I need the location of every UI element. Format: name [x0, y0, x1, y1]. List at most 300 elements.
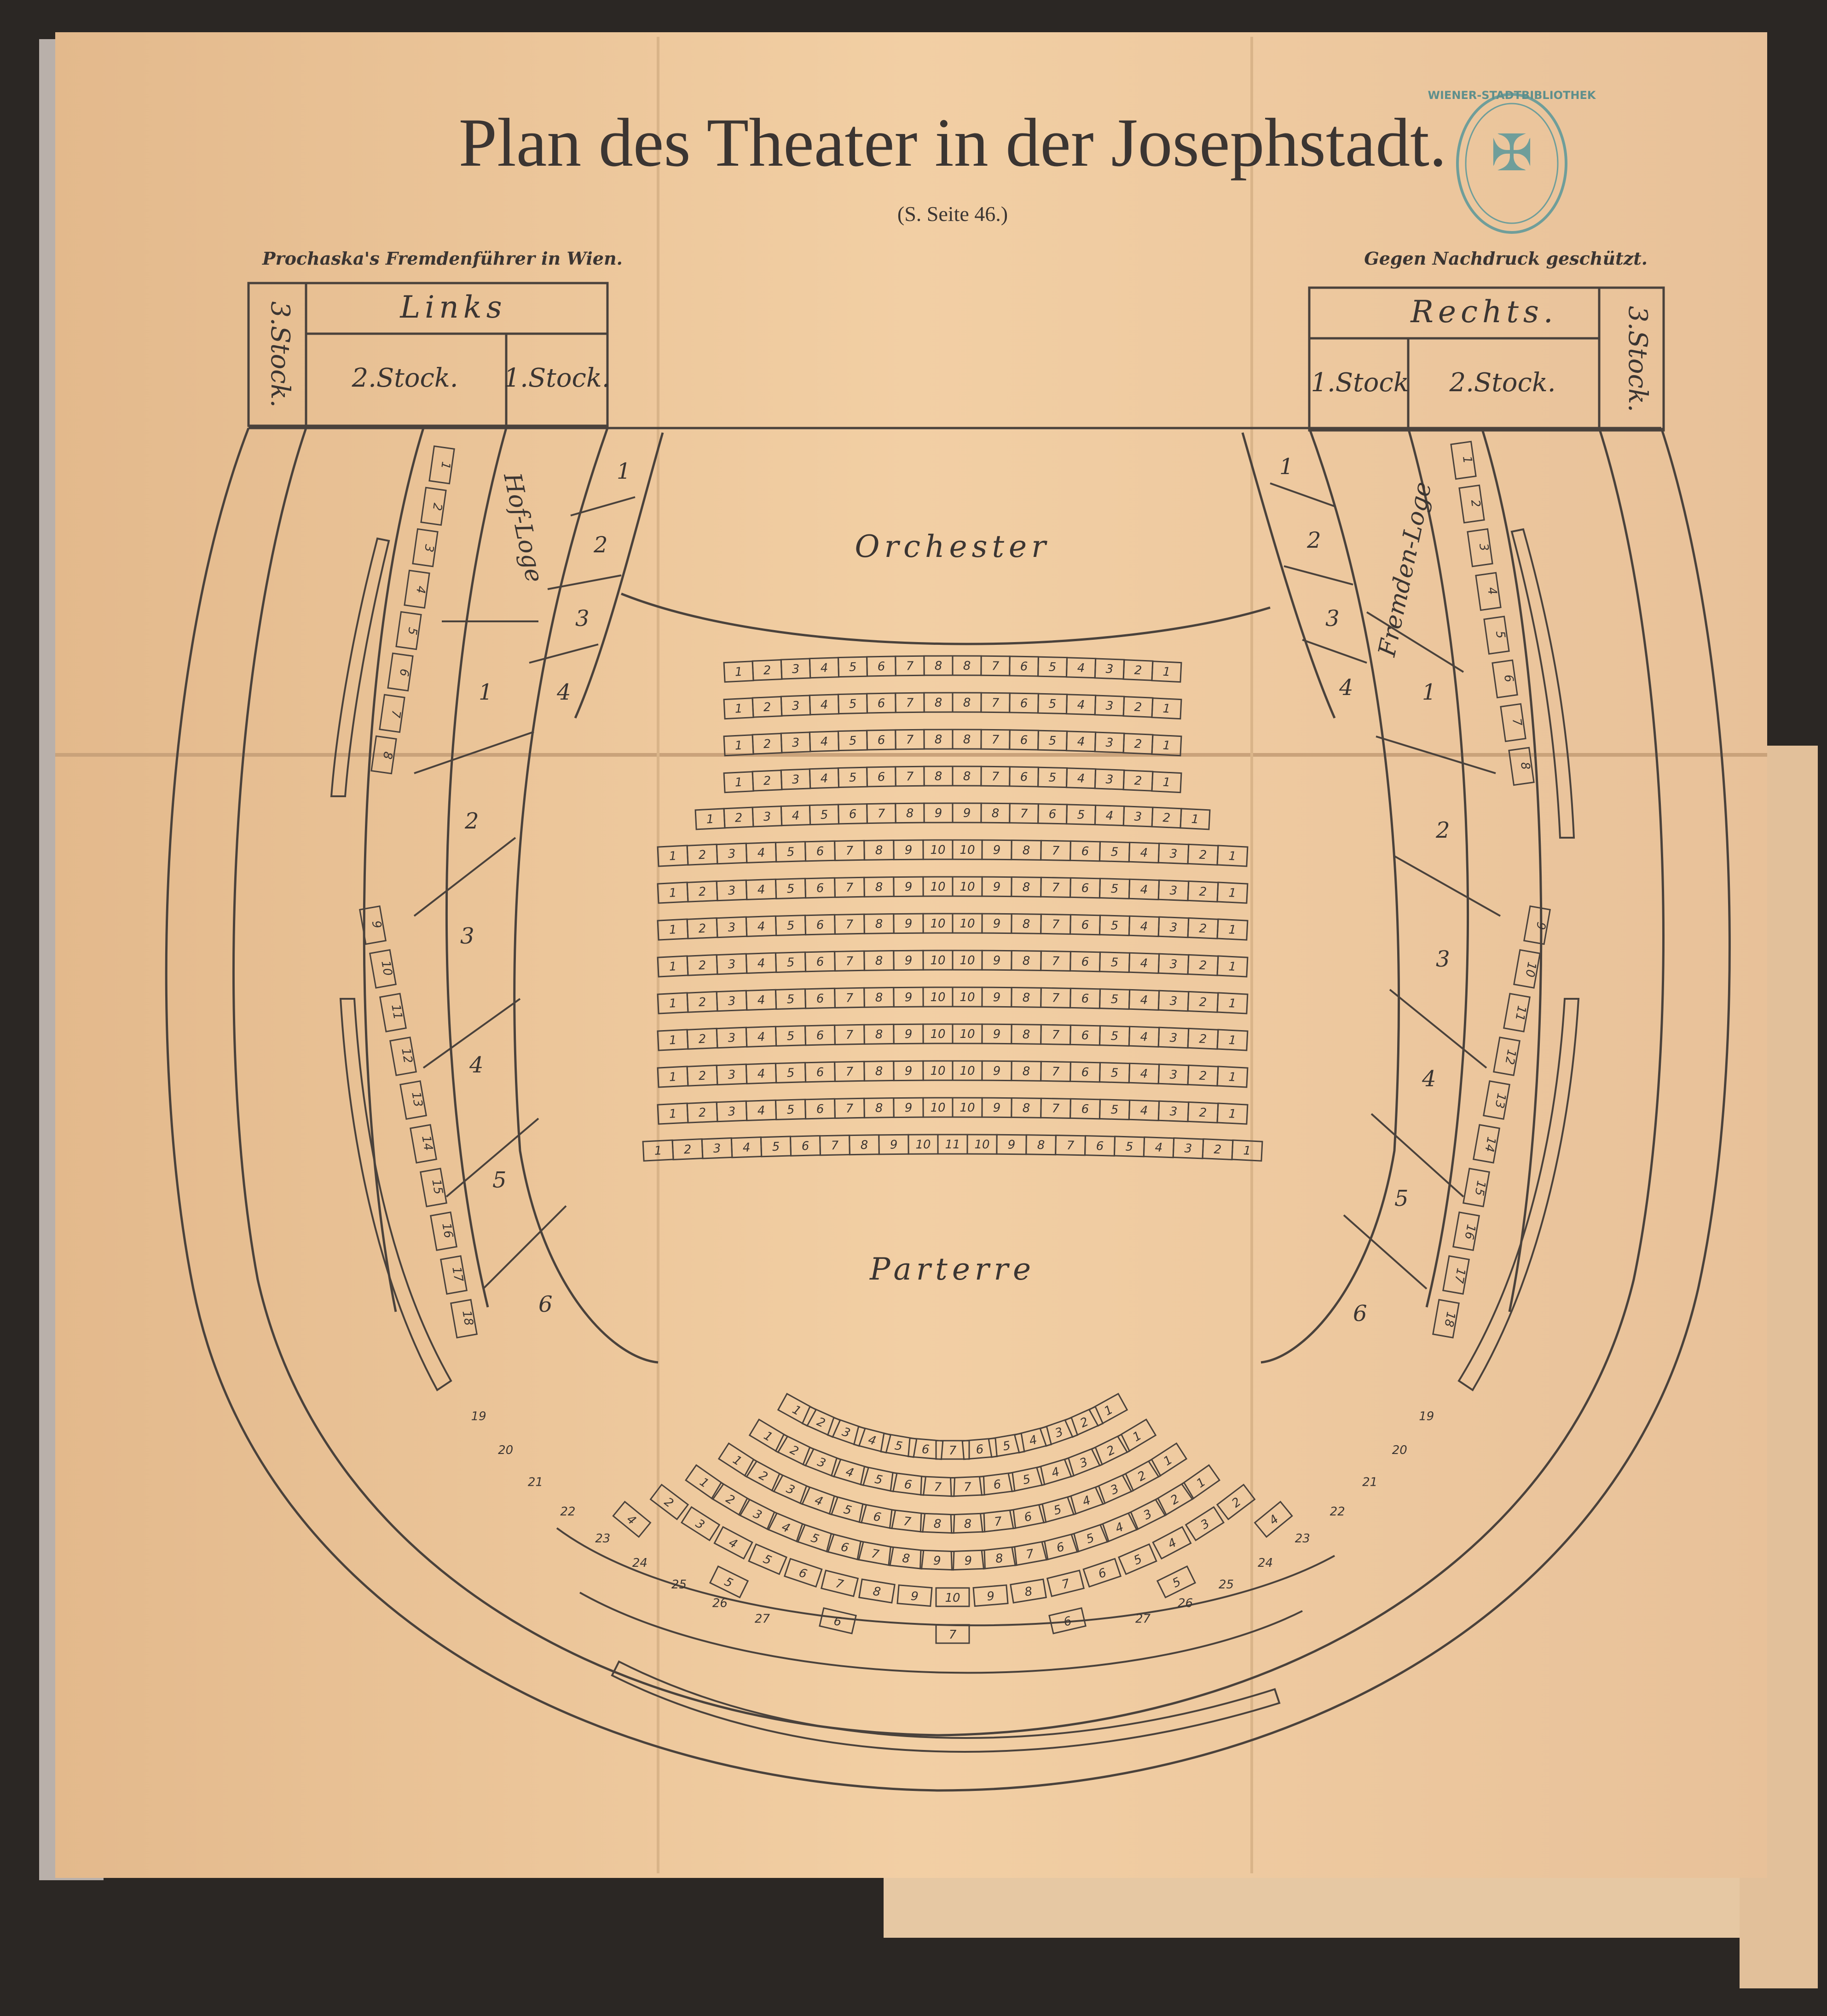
seat-number: 2: [734, 811, 743, 825]
parterre-outer-left: 21: [527, 1475, 543, 1489]
seat-number: 1: [1243, 1144, 1251, 1158]
seat-number: 4: [1140, 956, 1148, 971]
seat-number: 7: [845, 1028, 854, 1042]
seat-number: 10: [960, 1027, 975, 1042]
seat-number: 9: [890, 1138, 898, 1152]
seat-number: 9: [933, 1554, 941, 1568]
seat-number: 5: [786, 882, 795, 896]
eagle-icon: ✠: [1490, 123, 1533, 182]
seat-number: 11: [388, 1003, 405, 1021]
seat-number: 17: [1451, 1267, 1468, 1285]
seat-number: 2: [1213, 1142, 1222, 1157]
left-box-5: 5: [492, 1167, 507, 1193]
seat-number: 7: [906, 696, 914, 710]
seat-number: 15: [1472, 1179, 1488, 1197]
seat-number: 2: [683, 1142, 692, 1157]
seat-number: 3: [751, 1507, 764, 1523]
seat-number: 4: [757, 1030, 765, 1044]
seat-number: 2: [787, 1443, 801, 1459]
seat-number: 1: [669, 886, 677, 900]
seat-number: 6: [816, 1065, 824, 1080]
left-stock2: 2.Stock.: [352, 363, 458, 393]
seat-number: 5: [405, 626, 420, 636]
seat-number: 9: [904, 880, 913, 894]
seat-number: 3: [421, 543, 436, 553]
seat-number: 3: [713, 1141, 721, 1156]
seat-number: 6: [839, 1540, 850, 1555]
seat-number: 1: [1228, 849, 1237, 863]
seat-number: 4: [757, 846, 765, 860]
seat-number: 6: [832, 1614, 843, 1629]
seat-number: 9: [993, 1101, 1001, 1115]
seat-number: 9: [993, 991, 1001, 1005]
right-stock1: 1.Stock: [1311, 368, 1409, 398]
plan-subtitle: (S. Seite 46.): [897, 202, 1008, 226]
seat-number: 7: [991, 770, 1000, 784]
seat-number: 7: [1066, 1139, 1075, 1153]
seat-number: 1: [669, 849, 677, 863]
seat-number: 10: [930, 1101, 946, 1115]
seat-number: 2: [698, 958, 707, 973]
seat-number: 5: [1110, 1066, 1119, 1080]
parterre-outer-left: 24: [632, 1556, 648, 1570]
parterre-outer-right: 19: [1419, 1409, 1434, 1424]
seat-number: 1: [1102, 1402, 1116, 1419]
seat-number: 6: [816, 918, 824, 933]
seat-number: 3: [1108, 1482, 1121, 1498]
seat-number: 3: [1077, 1455, 1090, 1471]
publisher-note: Prochaska's Fremdenführer in Wien.: [262, 248, 623, 269]
seat-number: 6: [1023, 1509, 1033, 1525]
seat-number: 6: [975, 1442, 984, 1457]
seat-number: 6: [992, 1477, 1002, 1492]
seat-number: 1: [1162, 738, 1171, 753]
seat-number: 4: [867, 1433, 878, 1448]
seat-number: 1: [734, 738, 743, 753]
seat-number: 7: [906, 770, 914, 784]
seat-number: 4: [413, 585, 428, 595]
seat-number: 8: [963, 696, 971, 710]
seat-number: 7: [870, 1547, 880, 1562]
seat-number: 1: [790, 1402, 804, 1419]
seat-number: 6: [1081, 955, 1089, 969]
seat-number: 6: [816, 881, 824, 896]
seat-number: 7: [906, 659, 914, 673]
seat-number: 4: [757, 1067, 765, 1081]
seat-number: 8: [875, 1027, 883, 1042]
seat-number: 10: [974, 1138, 990, 1152]
seat-number: 2: [1135, 1468, 1149, 1484]
seat-number: 3: [728, 884, 736, 898]
plan-title: Plan des Theater in der Josephstadt.: [458, 104, 1447, 181]
seat-number: 5: [1110, 1029, 1119, 1043]
seat-number: 7: [1052, 1065, 1060, 1079]
seat-number: 1: [1228, 960, 1237, 974]
seat-number: 6: [1020, 660, 1028, 674]
seat-number: 6: [903, 1477, 913, 1492]
seat-number: 12: [1502, 1048, 1519, 1066]
parterre-outer-left: 27: [754, 1612, 770, 1626]
seat-number: 7: [877, 807, 885, 821]
seat-number: 2: [1198, 1106, 1207, 1120]
seat-number: 4: [1113, 1520, 1126, 1536]
seat-number: 5: [1125, 1140, 1133, 1154]
seat-number: 4: [1140, 883, 1148, 897]
seat-number: 10: [960, 990, 975, 1005]
seat-number: 6: [797, 1565, 809, 1582]
seat-number: 5: [786, 1103, 795, 1117]
right-stock3: 3.Stock.: [1623, 306, 1653, 412]
seat-number: 5: [893, 1438, 904, 1454]
seat-number: 5: [786, 992, 795, 1007]
seat-number: 10: [960, 953, 975, 968]
seat-number: 4: [820, 771, 828, 786]
side-right-name: Rechts.: [1411, 294, 1558, 330]
seat-number: 4: [1140, 920, 1148, 934]
seat-number: 6: [1096, 1139, 1104, 1153]
seat-number: 1: [669, 1107, 677, 1121]
seat-number: 2: [1229, 1495, 1244, 1511]
seat-number: 10: [378, 959, 395, 977]
seat-number: 2: [1134, 663, 1142, 678]
seat-number: 10: [1522, 961, 1539, 979]
parterre-outer-right: 21: [1362, 1475, 1378, 1489]
seat-number: 7: [1052, 991, 1060, 1005]
seat-number: 6: [816, 844, 824, 859]
right-small-box-2: 2: [1307, 527, 1321, 553]
seat-number: 4: [1105, 809, 1114, 823]
seat-number: 1: [1194, 1475, 1208, 1491]
seat-number: 4: [757, 1104, 765, 1118]
seat-number: 10: [960, 843, 975, 857]
seat-number: 3: [1198, 1516, 1212, 1533]
seat-number: 4: [1140, 993, 1148, 1008]
seat-number: 5: [1001, 1438, 1012, 1454]
seat-number: 4: [813, 1493, 825, 1509]
seat-number: 3: [1169, 957, 1178, 972]
seat-number: 10: [930, 990, 946, 1005]
seat-number: 5: [820, 808, 828, 822]
seat-number: 5: [1048, 770, 1057, 785]
seat-number: 2: [1198, 958, 1207, 973]
seat-number: 5: [1110, 845, 1119, 859]
seat-number: 3: [693, 1516, 707, 1533]
seat-number: 16: [1462, 1223, 1478, 1241]
seat-number: 4: [757, 993, 765, 1008]
seat-number: 8: [875, 880, 883, 895]
seat-number: 2: [698, 921, 707, 936]
seat-number: 6: [1081, 881, 1089, 896]
seat-number: 4: [1166, 1535, 1179, 1552]
seat-number: 6: [1081, 991, 1089, 1006]
seat-number: 6: [1081, 844, 1089, 859]
seat-number: 3: [784, 1482, 797, 1498]
seat-number: 5: [786, 1029, 795, 1043]
seat-number: 10: [930, 1027, 946, 1042]
seat-number: 6: [816, 1028, 824, 1043]
seat-number: 9: [934, 806, 942, 821]
seat-number: 8: [933, 1517, 942, 1531]
seat-number: 7: [948, 1628, 957, 1642]
seat-number: 4: [820, 661, 828, 675]
seat-number: 4: [1077, 771, 1085, 786]
seat-number: 17: [449, 1265, 466, 1283]
seat-number: 2: [1198, 1032, 1207, 1047]
seat-number: 6: [1081, 1065, 1089, 1080]
right-box-5: 5: [1394, 1186, 1409, 1211]
seat-number: 7: [1052, 917, 1060, 932]
parterre-outer-right: 23: [1295, 1532, 1310, 1546]
seat-number: 4: [1077, 735, 1085, 749]
seat-number: 1: [1228, 923, 1237, 937]
seat-number: 6: [1020, 770, 1028, 784]
seat-number: 3: [1169, 994, 1178, 1008]
seat-number: 2: [723, 1492, 737, 1508]
seat-number: 2: [763, 774, 771, 788]
seat-number: 5: [809, 1531, 821, 1547]
seat-number: 4: [1028, 1433, 1039, 1448]
seat-number: 10: [930, 953, 946, 968]
hof-loge-label: Hof-Loge: [498, 470, 549, 585]
seat-number: 8: [991, 806, 1000, 821]
seat-number: 13: [409, 1090, 425, 1108]
seat-number: 3: [792, 772, 800, 787]
seat-number: 5: [786, 845, 795, 859]
seat-number: 9: [369, 919, 384, 930]
seat-number: 2: [815, 1414, 827, 1431]
seat-number: 7: [1052, 954, 1060, 968]
left-small-box-3: 3: [575, 606, 590, 631]
seat-number: 2: [1198, 848, 1207, 863]
seat-number: 13: [1492, 1092, 1509, 1110]
seat-number: 11: [1512, 1004, 1529, 1022]
seat-number: 4: [1081, 1493, 1093, 1509]
right-small-box-3: 3: [1325, 606, 1340, 631]
seat-number: 5: [1048, 660, 1057, 675]
seat-number: 5: [1110, 992, 1119, 1007]
seat-number: 8: [1022, 991, 1030, 1005]
seat-number: 1: [654, 1144, 663, 1158]
seat-number: 5: [1110, 1103, 1119, 1117]
seat-number: 3: [1169, 1105, 1178, 1119]
seat-number: 7: [993, 1514, 1003, 1529]
seat-number: 8: [875, 1064, 883, 1079]
seat-number: 1: [706, 812, 715, 827]
seat-number: 6: [1020, 696, 1028, 711]
seat-number: 6: [877, 733, 885, 747]
seat-number: 6: [921, 1442, 930, 1457]
seat-number: 8: [875, 954, 883, 968]
parterre-outer-right: 20: [1392, 1443, 1407, 1458]
seat-number: 2: [661, 1495, 676, 1511]
left-stock1: 1.Stock.: [503, 363, 610, 393]
seat-number: 6: [1501, 673, 1516, 684]
seat-number: 2: [1168, 1492, 1182, 1508]
seat-number: 10: [930, 916, 946, 931]
seat-number: 7: [1509, 717, 1524, 727]
parterre-outer-right: 25: [1218, 1578, 1234, 1592]
seat-number: 4: [820, 735, 828, 749]
seat-number: 5: [849, 770, 857, 785]
right-box-4: 4: [1422, 1066, 1436, 1092]
seat-number: 9: [993, 1027, 1001, 1042]
seat-number: 4: [1266, 1512, 1282, 1528]
seat-number: 10: [945, 1591, 960, 1605]
seat-number: 2: [1078, 1414, 1091, 1431]
seat-number: 1: [1228, 1107, 1237, 1121]
seat-number: 7: [388, 709, 403, 719]
seat-number: 6: [872, 1509, 883, 1525]
seat-number: 9: [1533, 921, 1549, 931]
seat-number: 10: [960, 1101, 975, 1115]
seat-number: 1: [1228, 886, 1237, 900]
copyright-note: Gegen Nachdruck geschützt.: [1364, 248, 1648, 269]
seat-number: 3: [792, 736, 800, 750]
seat-number: 4: [624, 1512, 639, 1528]
seat-number: 2: [1198, 1069, 1207, 1083]
seat-number: 1: [761, 1429, 775, 1445]
seat-number: 9: [986, 1589, 995, 1604]
seat-number: 8: [1023, 1584, 1034, 1599]
seat-number: 8: [875, 917, 883, 932]
seat-number: 1: [669, 996, 677, 1011]
seat-number: 4: [1140, 1030, 1148, 1044]
seat-number: 4: [757, 920, 765, 934]
seat-number: 7: [831, 1139, 839, 1153]
left-box-6: 6: [538, 1292, 553, 1317]
seat-number: 2: [1134, 700, 1142, 715]
seat-number: 18: [459, 1309, 476, 1327]
seat-number: 4: [820, 698, 828, 712]
seat-number: 2: [763, 737, 771, 752]
seat-number: 10: [960, 916, 975, 931]
seat-number: 1: [1130, 1429, 1144, 1445]
seat-number: 2: [1162, 811, 1171, 825]
seat-number: 3: [728, 1068, 736, 1082]
seat-number: 8: [875, 1101, 883, 1116]
seat-number: 6: [877, 770, 885, 784]
seat-number: 6: [1081, 1102, 1089, 1117]
seat-number: 5: [849, 660, 857, 675]
orchester-label: Orchester: [855, 529, 1051, 564]
seat-number: 8: [934, 696, 942, 710]
seat-number: 7: [991, 733, 1000, 747]
seat-number: 1: [669, 960, 677, 974]
seat-number: 5: [1132, 1552, 1145, 1568]
seat-number: 5: [772, 1140, 780, 1154]
seat-number: 7: [933, 1480, 942, 1495]
seat-number: 8: [1022, 880, 1030, 895]
seat-number: 7: [902, 1514, 912, 1529]
fremden-loge-label: Fremden-Loge: [1373, 479, 1437, 659]
seat-number: 9: [1007, 1138, 1016, 1152]
seat-number: 8: [963, 770, 971, 784]
seat-number: 5: [1110, 956, 1119, 970]
seat-number: 3: [1169, 884, 1178, 898]
left-small-box-1: 1: [617, 458, 631, 484]
seat-number: 6: [1062, 1614, 1073, 1629]
seat-number: 1: [669, 1070, 677, 1084]
seat-number: 7: [845, 991, 854, 1005]
parterre-outer-left: 25: [671, 1578, 687, 1592]
seat-number: 8: [1022, 917, 1030, 932]
right-box-3: 3: [1436, 946, 1450, 972]
seat-number: 6: [1081, 1028, 1089, 1043]
seat-number: 7: [948, 1444, 957, 1458]
seat-number: 4: [726, 1535, 740, 1552]
seat-number: 6: [816, 991, 824, 1006]
seat-number: 7: [834, 1576, 845, 1592]
seat-number: 7: [845, 844, 854, 858]
seat-number: 5: [1048, 734, 1057, 748]
seat-number: 4: [792, 809, 800, 823]
seat-number: 3: [840, 1425, 852, 1441]
seat-number: 2: [1198, 885, 1207, 899]
seat-number: 3: [792, 662, 800, 677]
seat-number: 3: [815, 1455, 828, 1471]
seat-number: 1: [1191, 812, 1199, 827]
seat-number: 9: [904, 843, 913, 857]
seat-number: 9: [993, 843, 1001, 857]
parterre-outer-left: 22: [560, 1505, 576, 1519]
seat-number: 6: [1020, 733, 1028, 747]
seat-number: 8: [934, 733, 942, 747]
left-box-4: 4: [469, 1052, 484, 1078]
seat-number: 3: [1105, 662, 1114, 677]
seat-number: 8: [964, 1517, 972, 1531]
seat-number: 3: [728, 1031, 736, 1045]
seat-number: 1: [1162, 701, 1171, 716]
seat-number: 3: [728, 994, 736, 1008]
stamp-text: WIENER-STADTBIBLIOTHEK: [1428, 89, 1596, 102]
seat-number: 5: [761, 1552, 774, 1568]
seat-number: 5: [842, 1502, 853, 1518]
seat-number: 1: [1459, 455, 1474, 465]
seat-number: 8: [901, 1551, 911, 1566]
seat-number: 3: [763, 810, 771, 824]
seat-number: 1: [1161, 1453, 1175, 1469]
parterre-outer-right: 24: [1258, 1556, 1273, 1570]
seat-number: 4: [757, 883, 765, 897]
seat-number: 16: [439, 1222, 456, 1240]
seat-number: 8: [906, 806, 914, 821]
parterre-outer-right: 26: [1178, 1596, 1193, 1610]
seat-number: 4: [1140, 1104, 1148, 1118]
seat-number: 3: [728, 957, 736, 972]
seat-number: 12: [399, 1047, 415, 1065]
seat-number: 14: [419, 1134, 435, 1152]
seat-number: 11: [945, 1138, 960, 1152]
right-box-2: 2: [1436, 817, 1450, 843]
seat-number: 8: [1022, 1064, 1030, 1079]
seat-number: 2: [698, 1032, 707, 1047]
seat-number: 7: [845, 881, 854, 895]
seat-number: 7: [845, 917, 854, 932]
seat-number: 7: [1052, 1101, 1060, 1116]
seat-number: 9: [904, 917, 913, 931]
seat-number: 6: [816, 955, 824, 969]
left-box-1: 1: [479, 679, 493, 705]
seat-number: 2: [1134, 737, 1142, 752]
parterre-outer-right: 22: [1330, 1505, 1345, 1519]
parterre-outer-left: 26: [712, 1596, 728, 1610]
seat-number: 9: [964, 1554, 972, 1568]
seat-number: 2: [698, 848, 707, 863]
seat-number: 9: [993, 954, 1001, 968]
seat-number: 2: [1104, 1443, 1118, 1459]
seat-number: 4: [1140, 1067, 1148, 1081]
seat-number: 10: [930, 880, 946, 894]
